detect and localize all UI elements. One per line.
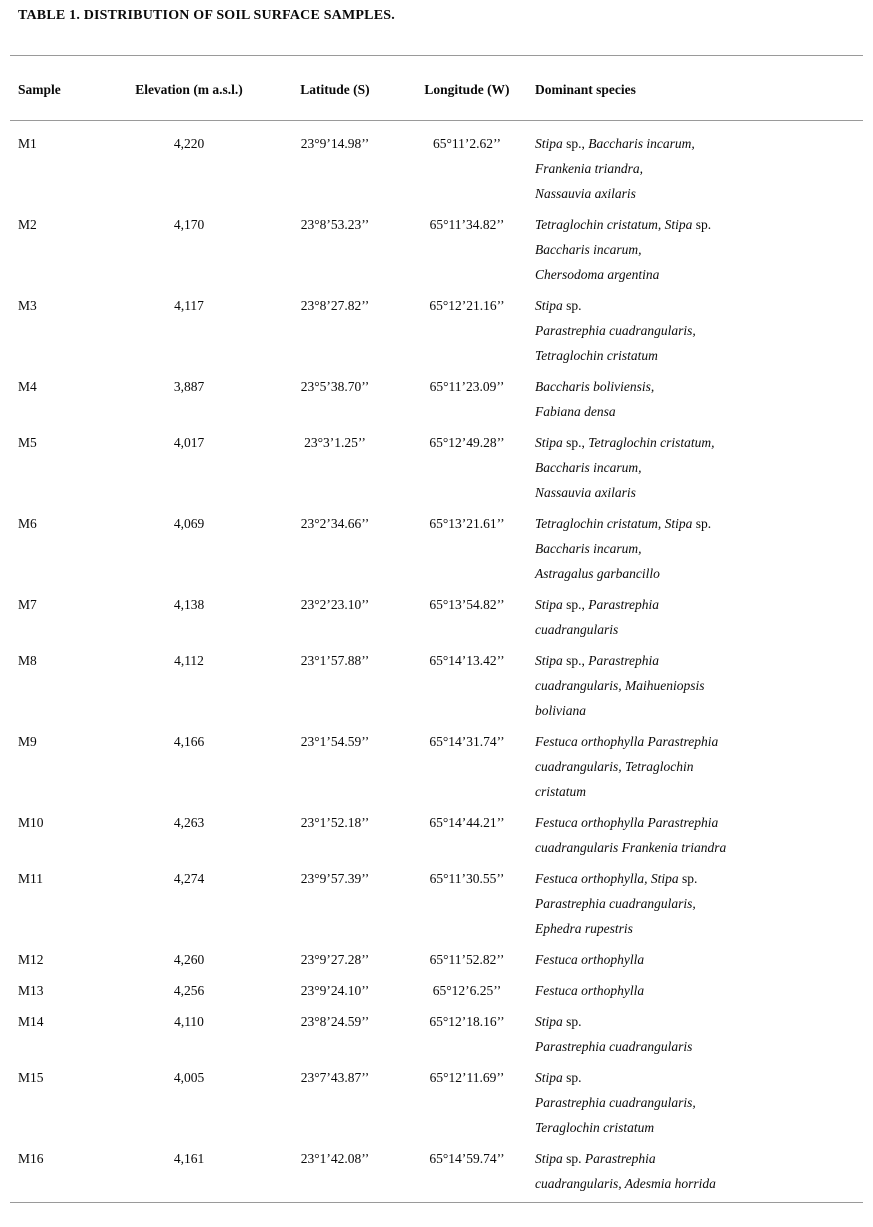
col-header-latitude: Latitude (S)	[300, 82, 370, 97]
sample-cell: M16	[18, 1151, 44, 1166]
elevation-cell: 4,017	[173, 435, 205, 450]
species-line: Astragalus garbancillo	[535, 566, 660, 581]
sample-cell: M2	[18, 217, 37, 232]
col-header-longitude: Longitude (W)	[424, 82, 510, 97]
species-line: Stipa sp.	[535, 1014, 582, 1029]
species-line: Stipa sp., Baccharis incarum,	[535, 136, 695, 151]
species-line: Tetraglochin cristatum	[535, 348, 658, 363]
species-cell	[520, 947, 863, 978]
species-line: Fabiana densa	[535, 404, 616, 419]
species-line: cuadrangularis, Tetraglochin	[535, 759, 694, 774]
sample-cell: M5	[18, 435, 37, 450]
table-row	[10, 293, 863, 374]
sample-cell: M7	[18, 597, 37, 612]
sample-cell: M11	[18, 871, 44, 886]
sample-cell: M9	[18, 734, 37, 749]
latitude-cell: 23°9’24.10’’	[300, 983, 370, 998]
species-line: Festuca orthophylla	[535, 983, 645, 998]
species-line: Baccharis incarum,	[535, 460, 642, 475]
table-row	[10, 592, 863, 648]
sample-cell: M6	[18, 516, 37, 531]
species-line: cristatum	[535, 784, 587, 799]
longitude-cell: 65°11’52.82’’	[429, 952, 505, 967]
sample-cell: M1	[18, 136, 37, 151]
species-line: Stipa sp.	[535, 298, 582, 313]
elevation-cell: 4,260	[173, 952, 205, 967]
elevation-cell: 4,117	[174, 298, 204, 313]
table-row	[10, 212, 863, 293]
elevation-cell: 4,110	[174, 1014, 204, 1029]
longitude-cell: 65°12’21.16’’	[429, 298, 505, 313]
elevation-cell: 4,005	[173, 1070, 205, 1085]
elevation-cell: 4,170	[173, 217, 205, 232]
species-line: cuadrangularis Frankenia triandra	[535, 840, 727, 855]
table-row	[10, 430, 863, 511]
latitude-cell: 23°8’27.82’’	[300, 298, 370, 313]
species-line: Festuca orthophylla Parastrephia	[535, 734, 719, 749]
species-line: Baccharis incarum,	[535, 242, 642, 257]
table-row	[10, 374, 863, 430]
longitude-cell: 65°11’34.82’’	[429, 217, 505, 232]
species-line: Nassauvia axilaris	[535, 186, 636, 201]
longitude-cell: 65°12’11.69’’	[429, 1070, 505, 1085]
species-cell	[520, 1009, 863, 1065]
sample-cell: M10	[18, 815, 44, 830]
header-row	[10, 56, 863, 121]
elevation-cell: 4,166	[173, 734, 205, 749]
table-row	[10, 1146, 863, 1203]
sample-cell: M14	[18, 1014, 44, 1029]
species-line: Parastrephia cuadrangularis,	[535, 896, 696, 911]
species-cell	[520, 293, 863, 374]
species-line: Stipa sp., Parastrephia	[535, 653, 660, 668]
table-row	[10, 121, 863, 213]
species-line: Baccharis boliviensis,	[535, 379, 655, 394]
species-line: Tetraglochin cristatum, Stipa sp.	[535, 217, 712, 232]
latitude-cell: 23°5’38.70’’	[300, 379, 370, 394]
species-line: Festuca orthophylla Parastrephia	[535, 815, 719, 830]
elevation-cell: 4,256	[173, 983, 205, 998]
species-line: Baccharis incarum,	[535, 541, 642, 556]
latitude-cell: 23°1’42.08’’	[300, 1151, 370, 1166]
species-line: Festuca orthophylla	[535, 952, 645, 967]
sample-cell: M8	[18, 653, 37, 668]
elevation-cell: 4,274	[173, 871, 205, 886]
sample-cell: M13	[18, 983, 44, 998]
latitude-cell: 23°2’34.66’’	[300, 516, 370, 531]
latitude-cell: 23°8’53.23’’	[300, 217, 370, 232]
longitude-cell: 65°14’13.42’’	[429, 653, 505, 668]
species-line: Teraglochin cristatum	[535, 1120, 655, 1135]
species-cell	[520, 648, 863, 729]
table-row	[10, 648, 863, 729]
species-line: Festuca orthophylla, Stipa sp.	[535, 871, 698, 886]
longitude-cell: 65°12’49.28’’	[429, 435, 505, 450]
species-cell	[520, 810, 863, 866]
table-title: TABLE 1. DISTRIBUTION OF SOIL SURFACE SAMPLES.	[18, 8, 395, 23]
col-header-dominant-species: Dominant species	[535, 82, 636, 97]
latitude-cell: 23°7’43.87’’	[300, 1070, 370, 1085]
sample-cell: M4	[18, 379, 37, 394]
longitude-cell: 65°11’23.09’’	[429, 379, 505, 394]
longitude-cell: 65°13’54.82’’	[429, 597, 505, 612]
longitude-cell: 65°14’59.74’’	[429, 1151, 505, 1166]
species-line: Frankenia triandra,	[535, 161, 643, 176]
table-row	[10, 978, 863, 1009]
table-body	[10, 121, 863, 1203]
species-cell	[520, 430, 863, 511]
table-row	[10, 810, 863, 866]
species-cell	[520, 1065, 863, 1146]
species-cell	[520, 592, 863, 648]
elevation-cell: 4,263	[173, 815, 205, 830]
table-row	[10, 511, 863, 592]
elevation-cell: 4,220	[173, 136, 205, 151]
elevation-cell: 4,161	[173, 1151, 205, 1166]
species-cell	[520, 729, 863, 810]
latitude-cell: 23°1’57.88’’	[300, 653, 370, 668]
col-header-elevation: Elevation (m a.s.l.)	[135, 82, 243, 97]
species-line: Stipa sp. Parastrephia	[535, 1151, 656, 1166]
species-line: Tetraglochin cristatum, Stipa sp.	[535, 516, 712, 531]
latitude-cell: 23°8’24.59’’	[300, 1014, 370, 1029]
species-line: boliviana	[535, 703, 586, 718]
species-line: Stipa sp., Tetraglochin cristatum,	[535, 435, 715, 450]
sample-cell: M15	[18, 1070, 44, 1085]
longitude-cell: 65°11’30.55’’	[429, 871, 505, 886]
species-line: Stipa sp.	[535, 1070, 582, 1085]
longitude-cell: 65°14’44.21’’	[429, 815, 505, 830]
latitude-cell: 23°3’1.25’’	[304, 435, 366, 450]
species-cell	[520, 1146, 863, 1203]
table-row	[10, 866, 863, 947]
species-cell	[520, 511, 863, 592]
species-cell	[520, 978, 863, 1009]
species-line: Parastrephia cuadrangularis,	[535, 1095, 696, 1110]
latitude-cell: 23°9’14.98’’	[300, 136, 370, 151]
species-line: Parastrephia cuadrangularis,	[535, 323, 696, 338]
latitude-cell: 23°1’52.18’’	[300, 815, 370, 830]
species-line: Stipa sp., Parastrephia	[535, 597, 660, 612]
species-cell	[520, 374, 863, 430]
sample-cell: M3	[18, 298, 37, 313]
latitude-cell: 23°9’27.28’’	[300, 952, 370, 967]
latitude-cell: 23°1’54.59’’	[300, 734, 370, 749]
elevation-cell: 3,887	[173, 379, 205, 394]
species-line: Chersodoma argentina	[535, 267, 660, 282]
longitude-cell: 65°14’31.74’’	[429, 734, 505, 749]
table-row	[10, 947, 863, 978]
species-line: cuadrangularis, Maihueniopsis	[535, 678, 705, 693]
species-line: cuadrangularis	[535, 622, 619, 637]
table-row	[10, 729, 863, 810]
longitude-cell: 65°13’21.61’’	[429, 516, 505, 531]
sample-cell: M12	[18, 952, 44, 967]
species-line: Nassauvia axilaris	[535, 485, 636, 500]
species-line: cuadrangularis, Adesmia horrida	[535, 1176, 716, 1191]
elevation-cell: 4,112	[174, 653, 204, 668]
longitude-cell: 65°12’18.16’’	[429, 1014, 505, 1029]
species-cell	[520, 212, 863, 293]
longitude-cell: 65°12’6.25’’	[432, 983, 502, 998]
table-row	[10, 1065, 863, 1146]
elevation-cell: 4,069	[173, 516, 205, 531]
longitude-cell: 65°11’2.62’’	[432, 136, 501, 151]
species-cell	[520, 866, 863, 947]
elevation-cell: 4,138	[173, 597, 205, 612]
soil-samples-table	[10, 55, 863, 1203]
table-row	[10, 1009, 863, 1065]
species-line: Parastrephia cuadrangularis	[535, 1039, 693, 1054]
latitude-cell: 23°9’57.39’’	[300, 871, 370, 886]
col-header-sample: Sample	[18, 82, 61, 97]
species-cell	[520, 121, 863, 213]
latitude-cell: 23°2’23.10’’	[300, 597, 370, 612]
species-line: Ephedra rupestris	[535, 921, 633, 936]
